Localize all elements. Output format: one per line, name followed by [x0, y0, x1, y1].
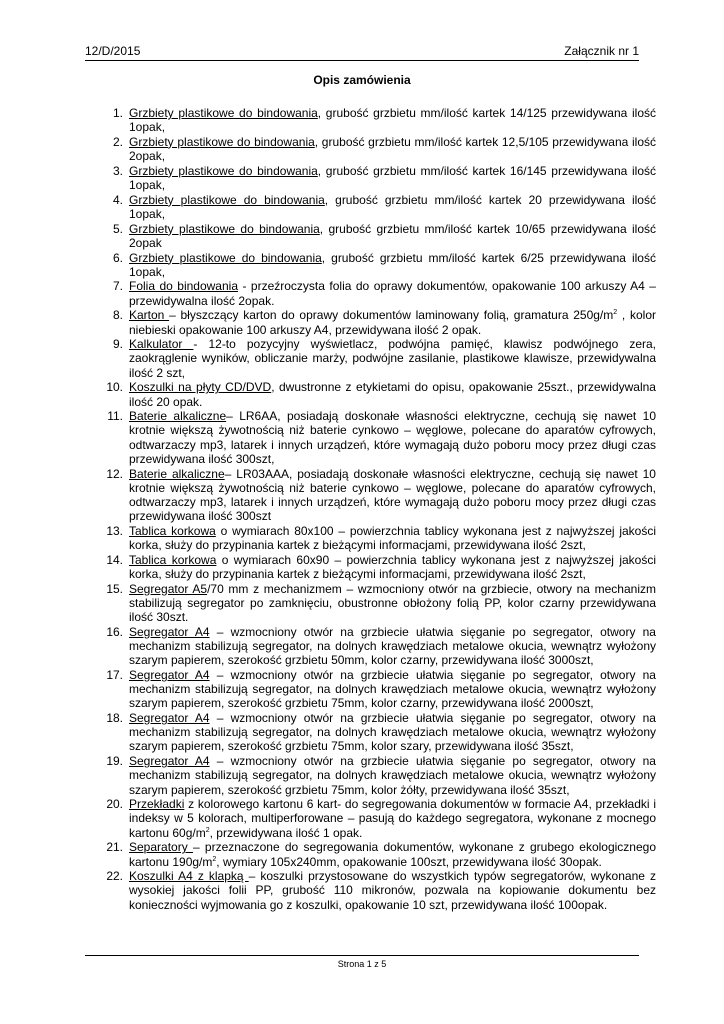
- page-footer: Strona 1 z 5: [85, 955, 639, 969]
- item-name: Separatory: [129, 840, 193, 855]
- item-name: Grzbiety plastikowe do bindowania: [129, 134, 315, 149]
- item-number: 11.: [107, 409, 123, 424]
- order-item: [112, 250, 656, 279]
- item-name: Tablica korkowa: [129, 552, 217, 567]
- order-item: [106, 380, 656, 409]
- order-item: [106, 869, 656, 912]
- item-number: 3.: [112, 163, 123, 178]
- item-description: – błyszczący karton do oprawy dokumentów laminowany folią, gramatura 250g/m: [169, 308, 614, 323]
- item-description: – wzmocniony otwór na grzbiecie ułatwia sięganie po segregator, otwory na mechanizm stabilizują segregator, na dolnych krawędziach metalowe okucia, wewnątrz wyłożony szarym papierem, szerokość grzbietu 75mm, kolor czarny, przewidywana ilość 2000szt,: [129, 667, 656, 711]
- item-name: Koszulki na płyty CD/DVD: [129, 380, 272, 395]
- item-description: – wzmocniony otwór na grzbiecie ułatwia sięganie po segregator, otwory na mechanizm stabilizują segregator, na dolnych krawędziach metalowe okucia, wewnątrz wyłożony szarym papierem, szerokość grzbietu 75mm, kolor szary, przewidywana ilość 35szt,: [129, 711, 656, 754]
- item-description: – LR03AAA, posiadają doskonałe własności elektryczne, cechują się nawet 10 krotnie większą żywotnością niż baterie cynkowo – węglowe, polecane do aparatów cyfrowych, odtwarzaczy mp3, latarek i innych urządzeń, które wymagają dużo poboru mocy przez długi czas przewidywana ilość 300szt: [129, 466, 656, 524]
- item-number: 17.: [106, 667, 123, 682]
- item-description: , grubość grzbietu mm/ilość kartek 16/145 przewidywana ilość 1opak,: [129, 163, 656, 193]
- item-name: Segregator A4: [129, 667, 210, 682]
- item-number: 6.: [112, 250, 123, 265]
- item-description: z kolorowego kartonu 6 kart- do segregowania dokumentów w formacie A4, przekładki i indeksy w 5 kolorach, multiperforowane – pasują do każdego segregatora, wykonane z mocnego kartonu 60g/m: [129, 797, 656, 840]
- item-name: Kalkulator: [129, 337, 194, 352]
- item-description: – koszulki przystosowane do wszystkich typów segregatorów, wykonane z wysokiej jakości folii PP, grubość 110 mikronów, pozwala na kopiowanie dokumentu bez konieczności wyjmowania go z koszulki, opakowanie 10 szt, przewidywana ilość 100opak.: [129, 869, 656, 912]
- item-name: Koszulki A4 z klapką: [129, 869, 249, 884]
- item-number: 13.: [106, 523, 123, 538]
- item-number: 12.: [106, 466, 123, 481]
- item-number: 10.: [106, 380, 123, 395]
- item-name: Przekładki: [129, 797, 185, 812]
- item-description: – wzmocniony otwór na grzbiecie ułatwia sięganie po segregator, otwory na mechanizm stabilizują segregator, na dolnych krawędziach metalowe okucia, wewnątrz wyłożony szarym papierem, szerokość grzbietu 50mm, kolor czarny, przewidywana ilość 3000szt,: [129, 624, 656, 668]
- item-number: 16.: [106, 624, 123, 639]
- item-number: 1.: [112, 106, 123, 120]
- item-name: Grzbiety plastikowe do bindowania: [129, 192, 325, 207]
- item-superscript: 2: [613, 309, 618, 317]
- item-name: Folia do bindowania: [129, 279, 238, 294]
- item-description: - przeźroczysta folia do oprawy dokumentów, opakowanie 100 arkuszy A4 – przewidywalna ilość 2opak.: [129, 279, 656, 308]
- item-description-cont: , przewidywana ilość 1 opak.: [209, 825, 363, 840]
- item-number: 19.: [106, 754, 123, 769]
- item-description: – wzmocniony otwór na grzbiecie ułatwia sięganie po segregator, otwory na mechanizm stabilizują segregator, na dolnych krawędziach metalowe okucia, wewnątrz wyłożony szarym papierem, szerokość grzbietu 75mm, kolor żółty, przewidywana ilość 35szt,: [129, 754, 656, 797]
- item-description: o wymiarach 80x100 – powierzchnia tablicy wykonana jest z najwyższej jakości korka, służy do przypinania kartek z bieżącymi informacjami, przewidywana ilość 2szt,: [129, 523, 656, 553]
- item-name: Segregator A4: [129, 754, 210, 769]
- order-item: [106, 523, 656, 553]
- item-description: - 12-to pozycyjny wyświetlacz, podwójna pamięć, klawisz podwójnego zera, zaokrąglenie wyników, obliczanie marży, podwójne zasilanie, plastikowe klawisze, przewidywalna ilość 2 szt,: [129, 337, 656, 380]
- item-number: 8.: [112, 308, 123, 323]
- item-description: – LR6AA, posiadają doskonałe własności elektryczne, cechują się nawet 10 krotnie większą żywotnością niż baterie cynkowo – węglowe, polecane do aparatów cyfrowych, odtwarzaczy mp3, latarek i innych urządzeń, które wymagają dużo poboru mocy przez długi czas przewidywana ilość 300szt,: [129, 409, 656, 466]
- item-number: 9.: [112, 337, 123, 352]
- order-item: [112, 337, 656, 380]
- order-item: [107, 409, 656, 466]
- item-description: , grubość grzbietu mm/ilość kartek 10/65 przewidywana ilość 2opak: [129, 221, 656, 250]
- order-item-list: [106, 106, 656, 912]
- order-item: [106, 711, 656, 754]
- order-item: [112, 192, 656, 221]
- item-name: Karton: [129, 308, 170, 323]
- item-description: o wymiarach 60x90 – powierzchnia tablicy wykonana jest z najwyższej jakości korka, służy do przypinania kartek z bieżącymi informacjami, przewidywana ilość 2szt,: [129, 552, 656, 581]
- order-item: [106, 552, 656, 581]
- item-description-cont: , kolor niebieski opakowanie 100 arkuszy A4, przewidywana ilość 2 opak.: [129, 308, 656, 337]
- page-header: [85, 44, 639, 61]
- item-name: Baterie alkaliczne: [129, 409, 227, 424]
- document-number: 12/D/2015: [85, 44, 141, 58]
- item-description: – przeznaczone do segregowania dokumentów, wykonane z grubego ekologicznego kartonu 190g/m: [129, 840, 656, 869]
- item-description: , dwustronne z etykietami do opisu, opakowanie 25szt., przewidywalna ilość 20 opak.: [129, 380, 656, 409]
- page-title: Opis zamówienia: [313, 73, 411, 87]
- item-number: 22.: [106, 869, 123, 884]
- order-item: [106, 581, 656, 625]
- item-name: Grzbiety plastikowe do bindowania: [129, 250, 322, 265]
- item-superscript: 2: [205, 826, 210, 834]
- order-item: [112, 221, 656, 250]
- order-item: [106, 624, 656, 668]
- item-description-cont: , wymiary 105x240mm, opakowanie 100szt, przewidywana ilość 30opak.: [216, 854, 602, 869]
- order-item: [112, 134, 656, 164]
- order-item: [106, 840, 656, 869]
- item-name: Grzbiety plastikowe do bindowania: [129, 163, 318, 178]
- item-description: /70 mm z mechanizmem – wzmocniony otwór na grzbiecie, otwory na mechanizm stabilizują segregator po zamknięciu, obustronne obłożony folią PP, kolor czarny przewidywana ilość 30szt.: [129, 581, 656, 625]
- item-description: , grubość grzbietu mm/ilość kartek 6/25 przewidywana ilość 1opak,: [129, 250, 656, 279]
- order-item: [112, 279, 656, 308]
- item-number: 18.: [106, 711, 123, 726]
- item-number: 7.: [112, 279, 123, 294]
- order-item: [106, 667, 656, 711]
- item-name: Grzbiety plastikowe do bindowania: [129, 221, 320, 236]
- item-description: , grubość grzbietu mm/ilość kartek 14/125 przewidywana ilość 1opak,: [129, 106, 656, 135]
- item-superscript: 2: [212, 855, 217, 863]
- item-number: 21.: [106, 840, 123, 855]
- item-number: 14.: [106, 552, 123, 567]
- item-name: Grzbiety plastikowe do bindowania: [129, 106, 318, 120]
- item-number: 2.: [112, 134, 123, 149]
- order-item: [106, 466, 656, 524]
- attachment-label: Załącznik nr 1: [564, 44, 639, 58]
- order-item: [112, 163, 656, 193]
- item-name: Baterie alkaliczne: [129, 466, 225, 481]
- item-name: Segregator A4: [129, 624, 210, 639]
- item-name: Tablica korkowa: [129, 523, 216, 538]
- item-number: 20.: [106, 797, 123, 812]
- order-item: [106, 797, 656, 840]
- order-item: [112, 308, 656, 337]
- item-name: Segregator A4: [129, 711, 210, 726]
- item-number: 4.: [112, 192, 123, 207]
- item-name: Segregator A5: [129, 581, 208, 596]
- item-description: , grubość grzbietu mm/ilość kartek 12,5/105 przewidywana ilość 2opak,: [129, 134, 656, 164]
- order-item: [106, 754, 656, 797]
- item-description: , grubość grzbietu mm/ilość kartek 20 przewidywana ilość 1opak,: [129, 192, 656, 221]
- order-item: [112, 106, 656, 135]
- item-number: 15.: [106, 581, 123, 596]
- item-number: 5.: [112, 221, 123, 236]
